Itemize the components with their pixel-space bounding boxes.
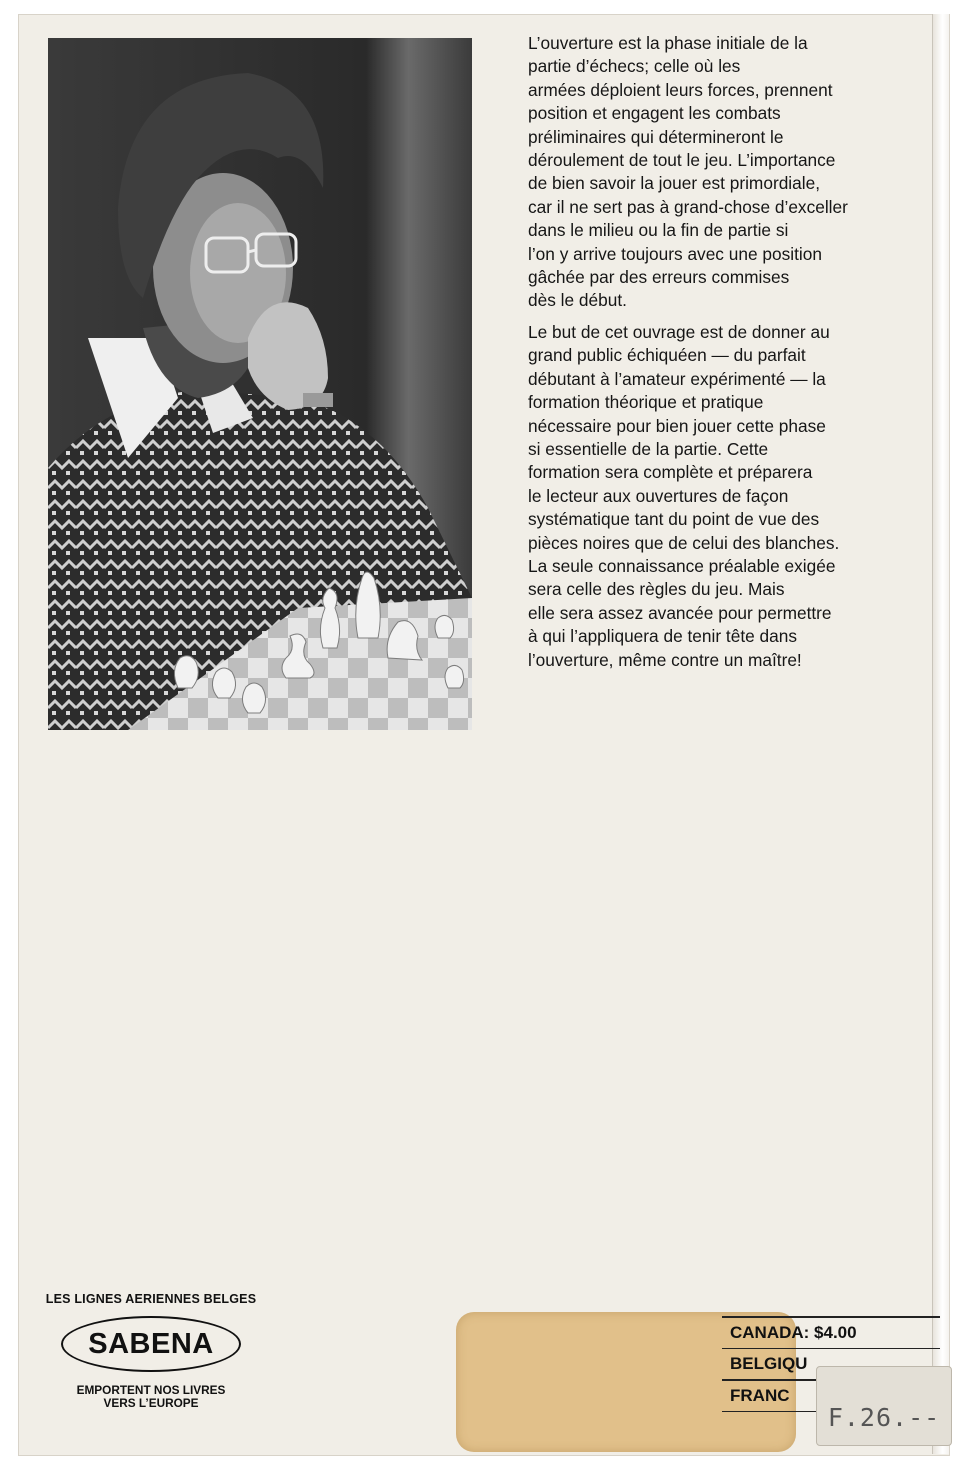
sabena-logo-text: SABENA [88,1327,214,1360]
sabena-logo [61,1316,241,1372]
price-tag-text: F.26.-- [827,1402,941,1432]
price-france: FRANC [730,1385,790,1405]
sabena-advert [40,1292,262,1410]
photo-illustration [48,38,472,730]
blurb-paragraph-1: L’ouverture est la phase initiale de la partie d’échecs; celle où les armées déploient leurs forces, prennent position et engagent les combats préliminaires qui détermineront le déroulement de tout le jeu. L’importance de bien savoir la jouer est primordiale, car il ne sert pas à grand-chose d’exceller dans le milieu ou la fin de partie si l’on y arrive toujours avec une position gâchée par des erreurs commises dès le début. [528,33,848,311]
price-belgique: BELGIQU [730,1354,808,1373]
chess-player-photo [48,38,472,730]
sabena-bottom-line-1: EMPORTENT NOS LIVRES [76,1383,226,1397]
sabena-tagline-top: LES LIGNES AERIENNES BELGES [45,1292,257,1306]
sabena-tagline-bottom [40,1384,262,1410]
blurb-paragraph-2: Le but de cet ouvrage est de donner au grand public échiquéen — du parfait débutant à l’amateur expérimenté — la formation théorique et pratique nécessaire pour bien jouer cette phase si essentielle de la partie. Cette formation sera complète et préparera le lecteur aux ouvertures de façon systématique tant du point de vue des pièces noires que de celui des blanches. La seule connaissance préalable exigée sera celle des règles du jeu. Mais elle sera assez avancée pour permettre à qui l’appliquera de tenir tête dans l’ouverture, même contre un maître! [528,321,840,670]
back-cover-blurb [528,32,938,680]
price-canada: CANADA: $4.00 [730,1322,857,1342]
price-tag-sticker [816,1366,952,1446]
sabena-bottom-line-2: VERS L’EUROPE [103,1396,199,1410]
